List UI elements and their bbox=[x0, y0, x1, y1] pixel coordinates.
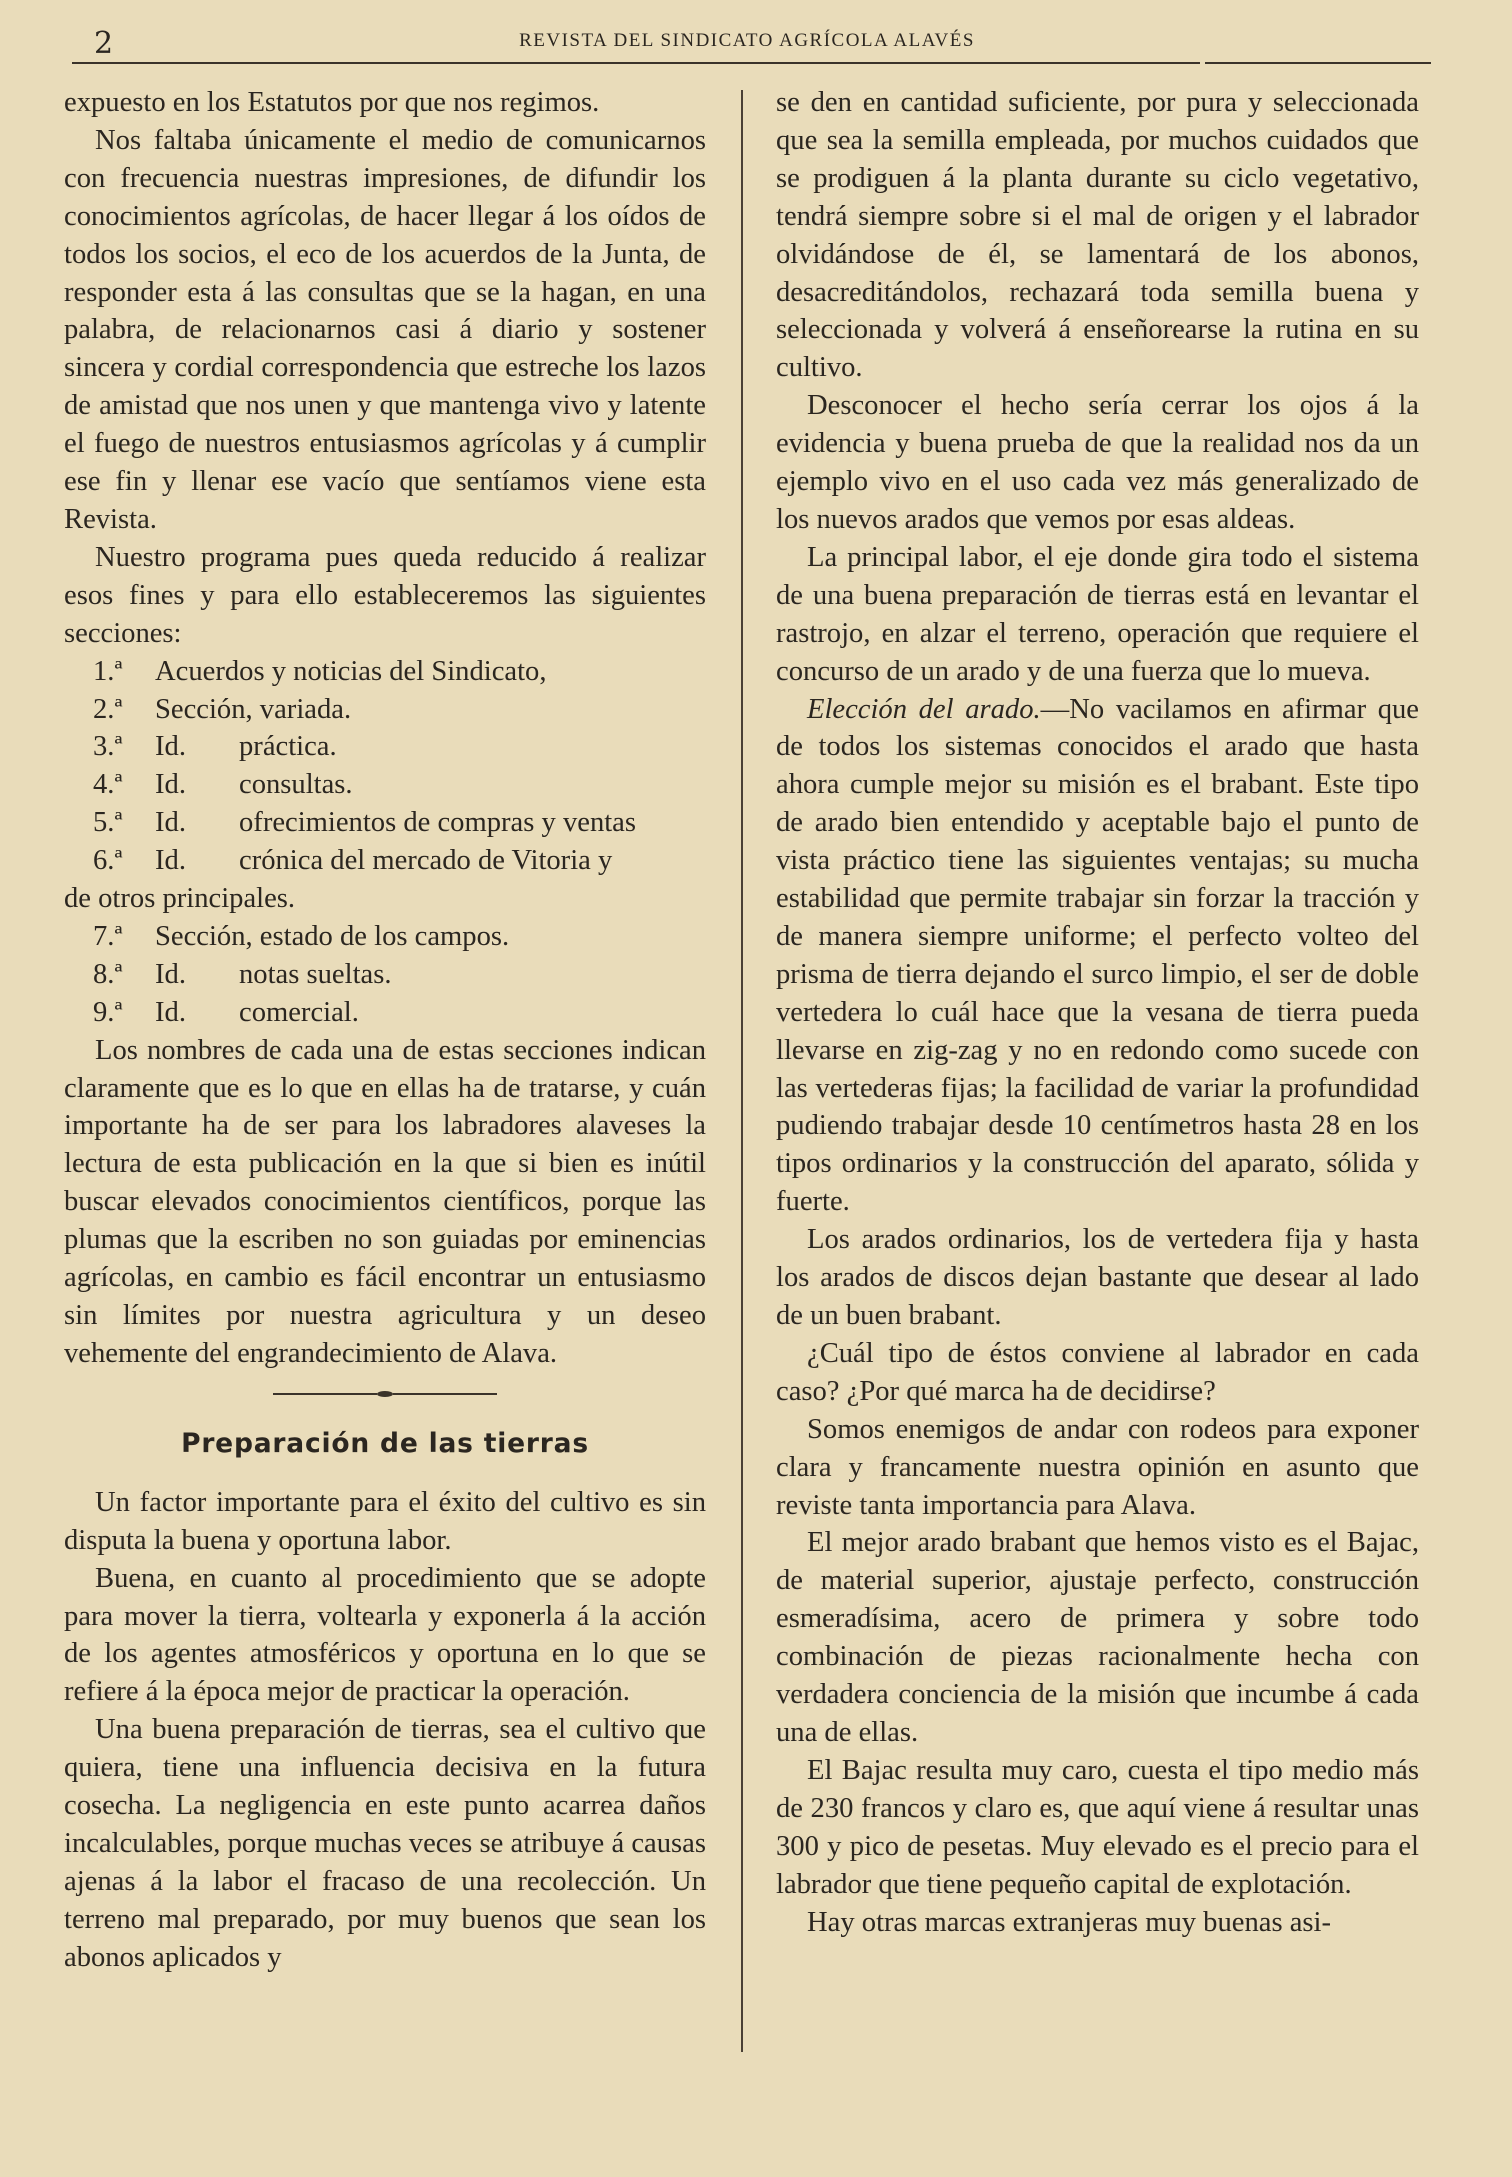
list-number: 8.ª bbox=[93, 958, 123, 990]
list-number: 2.ª bbox=[93, 693, 123, 725]
list-number: 4.ª bbox=[93, 769, 123, 801]
right-column bbox=[776, 84, 1419, 1941]
paragraph: Hay otras marcas extranjeras muy buenas asi- bbox=[807, 1906, 1332, 1938]
list-item bbox=[64, 728, 706, 766]
paragraph: Desconocer el hecho sería cerrar los ojos á la evidencia y buena prueba de que la realidad nos da un ejemplo vivo en el uso cada vez más generalizado de los nuevos arados que vemos por esas aldeas. bbox=[776, 390, 1419, 535]
list-id: Id. bbox=[155, 769, 186, 801]
paragraph: se den en cantidad suficiente, por pura y seleccionada que sea la semilla empleada, por muchos cuidados que se prodiguen á la planta durante su ciclo vegetativo, tendrá siempre sobre si el mal de origen y el labrador olvidándose de él, se lamentará de los abonos, desacreditándolos, rechazará toda semilla buena y seleccionada y volverá á enseñorearse la rutina en su cultivo. bbox=[776, 87, 1419, 384]
paragraph: La principal labor, el eje donde gira todo el sistema de una buena preparación de tierras está en levantar el rastrojo, en alzar el terreno, operación que requiere el concurso de un arado y de una fuerza que lo mueva. bbox=[776, 541, 1419, 687]
list-item bbox=[64, 842, 706, 918]
list-item bbox=[64, 691, 706, 729]
list-label: crónica del mercado de Vitoria y bbox=[239, 845, 613, 877]
page-header bbox=[62, 22, 1432, 62]
running-title: REVISTA DEL SINDICATO AGRÍCOLA ALAVÉS bbox=[519, 30, 975, 51]
paragraph: Nuestro programa pues queda reducido á realizar esos fines y para ello estableceremos las siguientes secciones: bbox=[64, 541, 706, 649]
paragraph: Buena, en cuanto al procedimiento que se adopte para mover la tierra, voltearla y exponerla á la acción de los agentes atmosféricos y oportuna en lo que se refiere á la época mejor de practicar la operación. bbox=[64, 1562, 706, 1708]
paragraph: Los arados ordinarios, los de vertedera fija y hasta los arados de discos dejan bastante que desear al lado de un buen brabant. bbox=[776, 1224, 1419, 1331]
paragraph: Somos enemigos de andar con rodeos para exponer clara y francamente nuestra opinión en asunto que reviste tanta importancia para Alava. bbox=[776, 1413, 1419, 1521]
list-id: Id. bbox=[155, 731, 186, 763]
list-label: práctica. bbox=[239, 731, 337, 763]
section-title: Preparación de las tierras bbox=[181, 1427, 589, 1459]
list-label: Sección, estado de los campos. bbox=[155, 920, 510, 952]
page-number: 2 bbox=[94, 26, 114, 61]
column-divider bbox=[741, 90, 743, 2052]
list-number: 3.ª bbox=[93, 731, 123, 763]
left-column bbox=[64, 84, 706, 1977]
list-number: 9.ª bbox=[93, 996, 123, 1028]
list-number: 7.ª bbox=[93, 920, 123, 952]
list-label: notas sueltas. bbox=[239, 958, 392, 990]
list-label: ofrecimientos de compras y ventas bbox=[239, 807, 637, 839]
paragraph: Una buena preparación de tierras, sea el cultivo que quiera, tiene una influencia decisiva en la futura cosecha. La negligencia en este punto acarrea daños incalculables, porque muchas veces se atribuye á causas ajenas á la labor el fracaso de una recolección. Un terreno mal preparado, por muy buenos que sean los abonos aplicados y bbox=[64, 1714, 706, 1973]
list-item bbox=[64, 918, 706, 956]
list-item bbox=[64, 804, 706, 842]
list-label: comercial. bbox=[239, 996, 359, 1028]
subsection-lead: Elección del arado. bbox=[807, 693, 1041, 725]
paragraph: Nos faltaba únicamente el medio de comunicarnos con frecuencia nuestras impresiones, de difundir los conocimientos agrícolas, de hacer llegar á los oídos de todos los socios, el eco de los acuerdos de la Junta, de responder esta á las consultas que se la hagan, en una palabra, de relacionarnos casi á diario y sostener sincera y cordial correspondencia que estreche los lazos de amistad que nos unen y que mantenga vivo y latente el fuego de nuestros entusiasmos agrícolas y á cumplir ese fin y llenar ese vacío que sentíamos viene esta Revista. bbox=[64, 124, 706, 535]
list-id: Id. bbox=[155, 996, 186, 1028]
paragraph: El Bajac resulta muy caro, cuesta el tipo medio más de 230 francos y claro es, que aquí viene á resultar unas 300 y pico de pesetas. Muy elevado es el precio para el labrador que tiene pequeño capital de explotación. bbox=[776, 1754, 1419, 1900]
list-id: Id. bbox=[155, 845, 186, 877]
list-id: Id. bbox=[155, 807, 186, 839]
paragraph: ¿Cuál tipo de éstos conviene al labrador en cada caso? ¿Por qué marca ha de decidirse? bbox=[776, 1337, 1419, 1407]
paragraph: Un factor importante para el éxito del cultivo es sin disputa la buena y oportuna labor. bbox=[64, 1486, 706, 1556]
list-item bbox=[64, 653, 706, 691]
list-item-head bbox=[64, 842, 706, 880]
list-label: Sección, variada. bbox=[155, 693, 352, 725]
list-label: consultas. bbox=[239, 769, 353, 801]
header-rule bbox=[72, 62, 1200, 64]
section-divider-ornament bbox=[64, 1379, 706, 1410]
sections-list bbox=[64, 653, 706, 1032]
paragraph bbox=[776, 691, 1419, 1222]
paragraph-body: —No vacilamos en afirmar que de todos los sistemas conocidos el arado que hasta ahora cumple mejor su misión es el brabant. Este tipo de arado bien entendido y aceptable bajo el punto de vista práctico tiene las siguientes ventajas; su mucha estabilidad que permite trabajar sin forzar la tracción y de manera siempre uniforme; el perfecto volteo del prisma de tierra dejando el surco limpio, el ser de doble vertedera lo cuál hace que la vesana de tierra pueda llevarse en zig-zag y no en redondo como sucede con las vertederas fijas; la facilidad de variar la profundidad pudiendo trabajar desde 10 centímetros hasta 28 en los tipos ordinarios y la construcción del aparato, sólida y fuerte. bbox=[776, 693, 1419, 1218]
list-number: 1.ª bbox=[93, 655, 123, 687]
header-rule-short bbox=[1205, 62, 1431, 64]
list-number: 5.ª bbox=[93, 807, 123, 839]
list-item bbox=[64, 994, 706, 1032]
paragraph: expuesto en los Estatutos por que nos regimos. bbox=[64, 87, 600, 118]
paragraph: Los nombres de cada una de estas secciones indican claramente que es lo que en ellas ha de tratarse, y cuán importante ha de ser para los labradores alaveses la lectura de esta publicación en la que si bien es inútil buscar elevados conocimientos científicos, porque las plumas que la escriben no son guiadas por eminencias agrícolas, en cambio es fácil encontrar un entusiasmo sin límites por nuestra agricultura y un deseo vehemente del engrandecimiento de Alava. bbox=[64, 1034, 706, 1369]
list-item bbox=[64, 956, 706, 994]
list-continuation: de otros principales. bbox=[64, 883, 296, 915]
list-id: Id. bbox=[155, 958, 186, 990]
list-label: Acuerdos y noticias del Sindicato, bbox=[155, 655, 547, 687]
list-item bbox=[64, 766, 706, 804]
list-number: 6.ª bbox=[93, 845, 123, 877]
paragraph: El mejor arado brabant que hemos visto es el Bajac, de material superior, ajustaje perfecto, construcción esmeradísima, acero de primera y sobre todo combinación de piezas racionalmente hecha con verdadera conciencia de la misión que incumbe á cada una de ellas. bbox=[776, 1527, 1419, 1748]
